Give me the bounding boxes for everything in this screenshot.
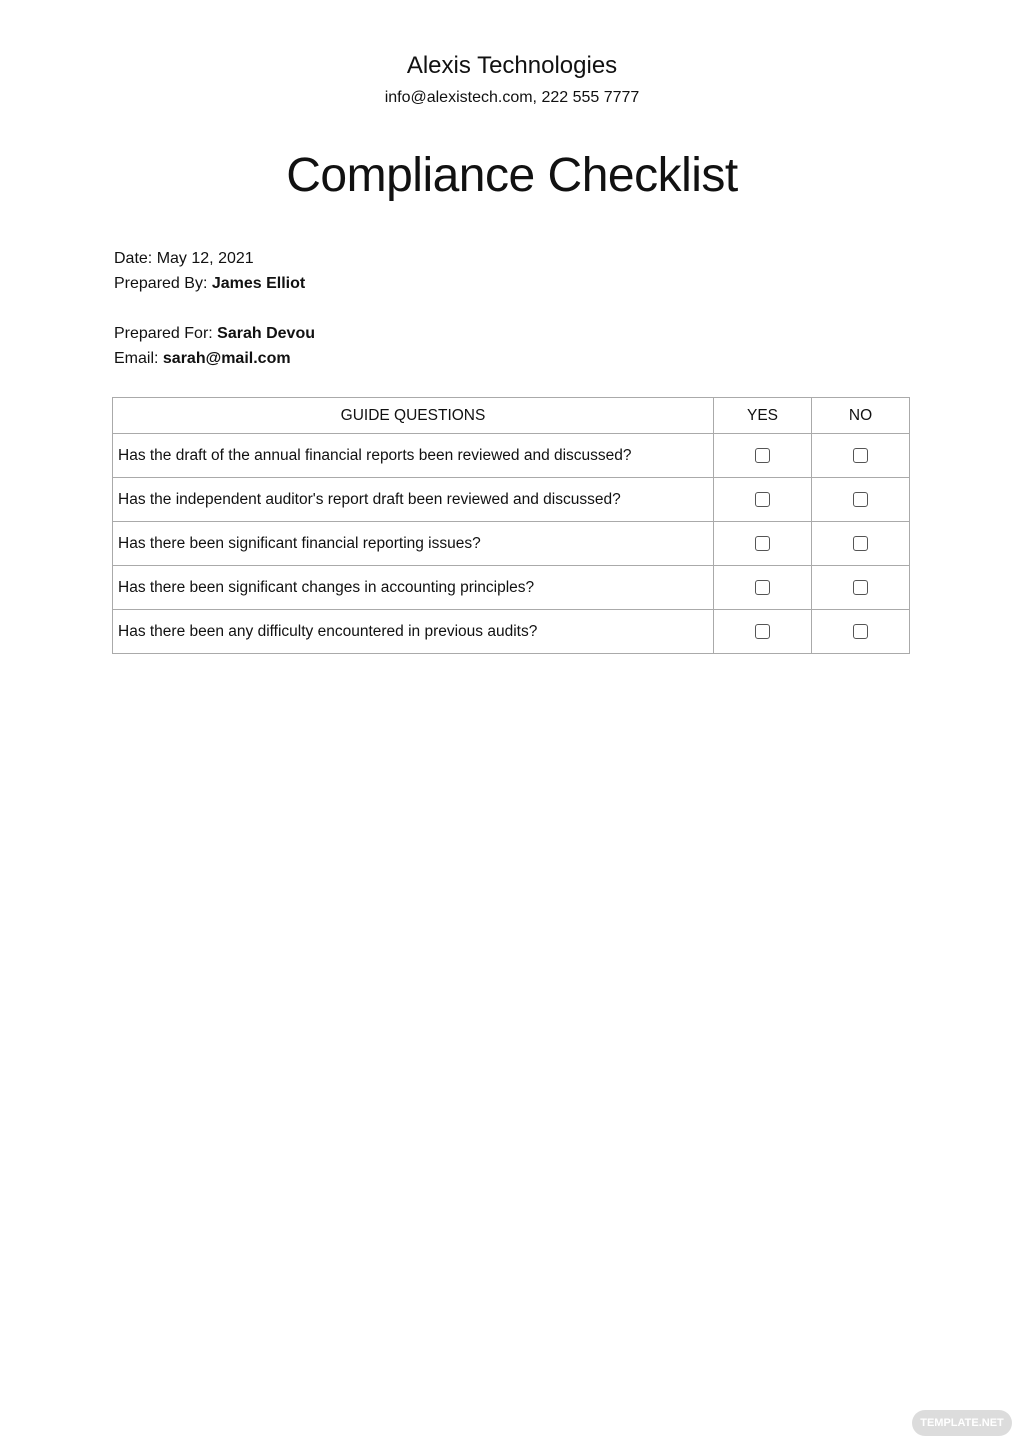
prepared-for-label: Prepared For: <box>114 325 213 342</box>
yes-checkbox[interactable] <box>755 536 770 551</box>
date-label: Date: <box>114 250 153 267</box>
yes-checkbox[interactable] <box>755 624 770 639</box>
company-name: Alexis Technologies <box>406 52 618 79</box>
prepared-for-line <box>114 325 315 343</box>
header-guide-questions: GUIDE QUESTIONS <box>113 398 714 434</box>
no-cell <box>812 610 910 654</box>
prepared-by-label: Prepared By: <box>114 275 208 292</box>
table-row <box>113 610 910 654</box>
no-checkbox[interactable] <box>853 448 868 463</box>
email-line <box>114 350 291 368</box>
yes-cell <box>714 566 812 610</box>
table-row <box>113 566 910 610</box>
question-cell: Has there been significant changes in accounting principles? <box>113 566 714 610</box>
table-row <box>113 434 910 478</box>
company-contact: info@alexistech.com, 222 555 7777 <box>384 89 640 106</box>
email-label: Email: <box>114 350 159 367</box>
yes-cell <box>714 478 812 522</box>
prepared-by-value: James Elliot <box>211 275 306 292</box>
no-checkbox[interactable] <box>853 492 868 507</box>
date-line <box>114 250 254 268</box>
prepared-for-value: Sarah Devou <box>217 325 315 342</box>
no-cell <box>812 478 910 522</box>
yes-cell <box>714 610 812 654</box>
table-row <box>113 522 910 566</box>
yes-cell <box>714 522 812 566</box>
no-cell <box>812 434 910 478</box>
no-cell <box>812 566 910 610</box>
date-value: May 12, 2021 <box>156 250 254 267</box>
email-value[interactable]: sarah@mail.com <box>162 350 291 367</box>
question-cell: Has the independent auditor's report draft been reviewed and discussed? <box>113 478 714 522</box>
yes-checkbox[interactable] <box>755 448 770 463</box>
template-net-watermark: TEMPLATE.NET <box>912 1410 1012 1436</box>
header-no: NO <box>812 398 910 434</box>
yes-checkbox[interactable] <box>755 492 770 507</box>
no-checkbox[interactable] <box>853 580 868 595</box>
table-header-row <box>113 398 910 434</box>
question-cell: Has there been any difficulty encountered in previous audits? <box>113 610 714 654</box>
yes-cell <box>714 434 812 478</box>
header-yes: YES <box>714 398 812 434</box>
no-cell <box>812 522 910 566</box>
prepared-by-line <box>114 275 305 293</box>
table-row <box>113 478 910 522</box>
question-cell: Has there been significant financial reporting issues? <box>113 522 714 566</box>
no-checkbox[interactable] <box>853 536 868 551</box>
question-cell: Has the draft of the annual financial reports been reviewed and discussed? <box>113 434 714 478</box>
checklist-table <box>112 397 910 654</box>
no-checkbox[interactable] <box>853 624 868 639</box>
yes-checkbox[interactable] <box>755 580 770 595</box>
page-title: Compliance Checklist <box>286 149 738 202</box>
